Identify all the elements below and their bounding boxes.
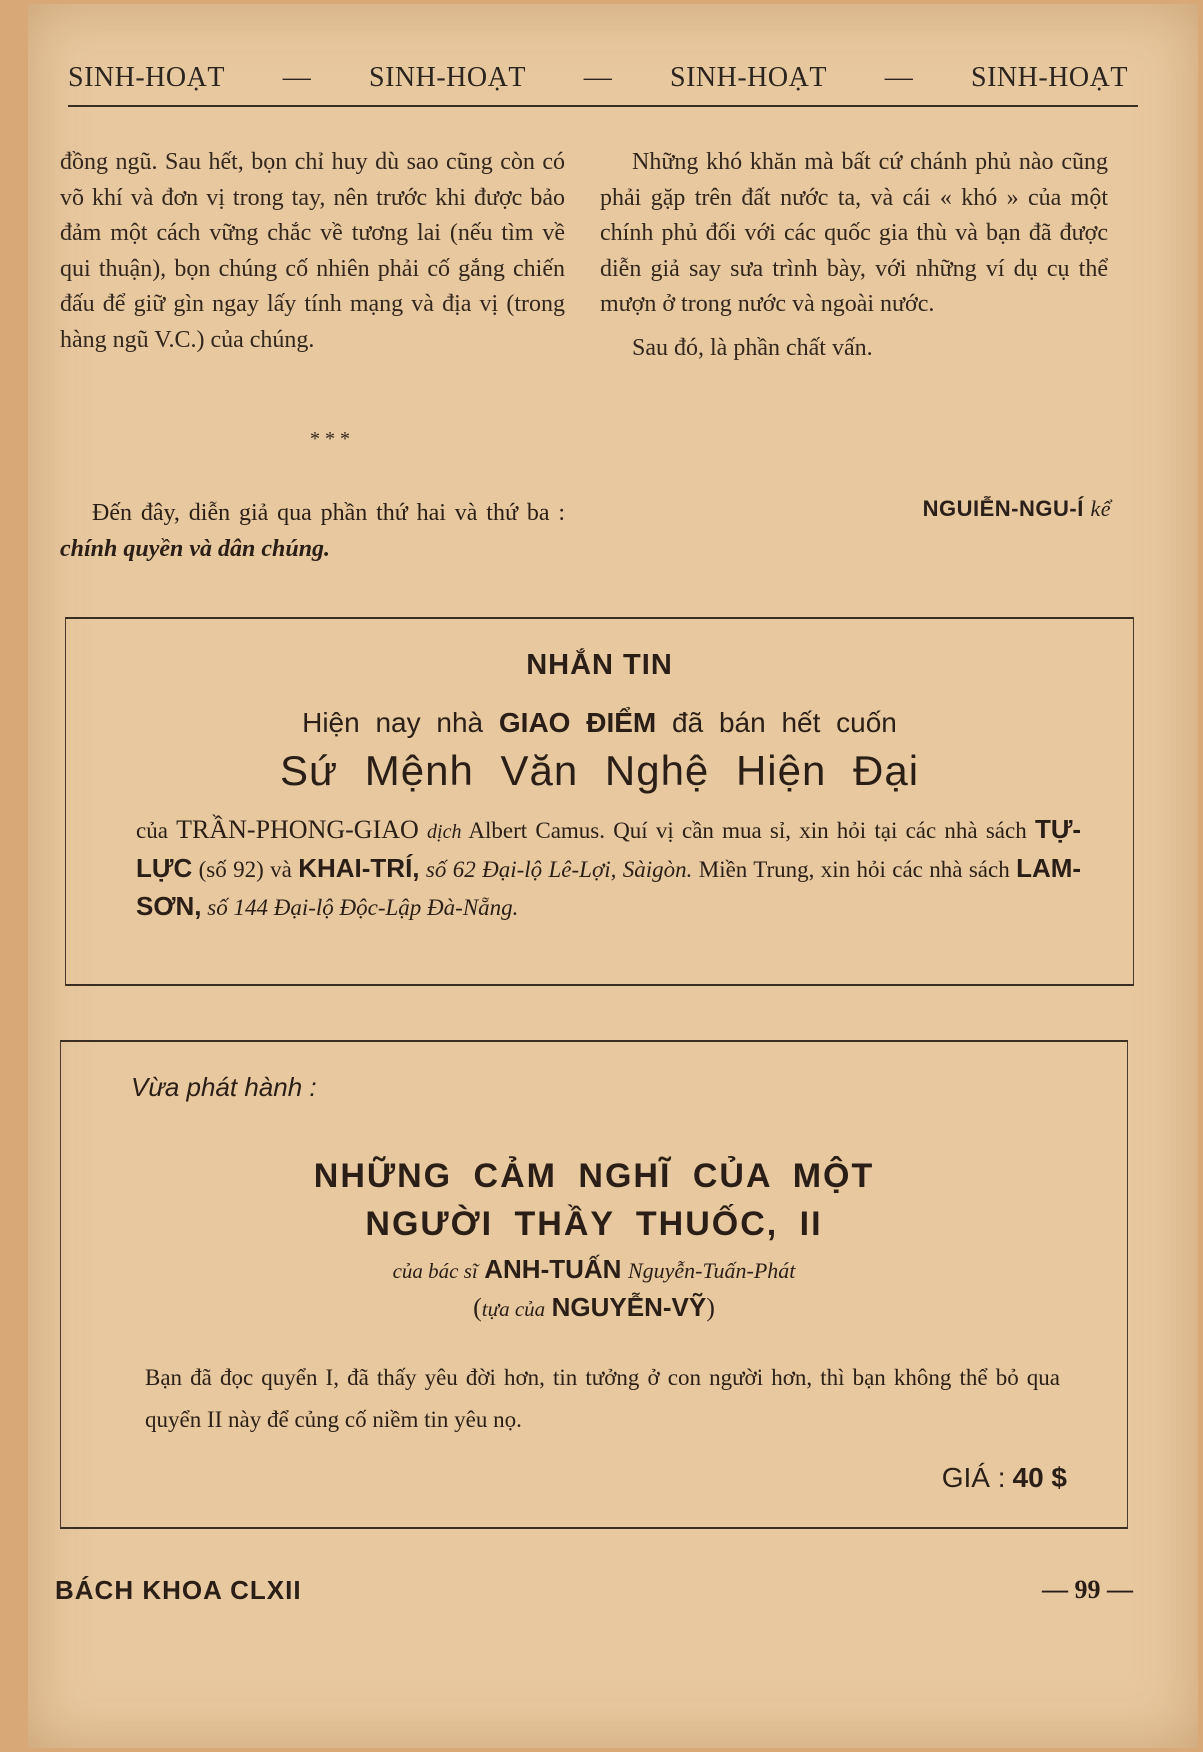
notice-line-post: đã bán hết cuốn bbox=[672, 707, 897, 738]
price-label: GIÁ : bbox=[941, 1462, 1006, 1493]
article-paragraph: Những khó khăn mà bất cứ chánh phủ nào cũng phải gặp trên đất nước ta, và cái « khó » của một chính phủ đối với các quốc gia thù và bạn đã được diễn giả say sưa trình bày, với những ví dụ cụ thể mượn ở trong nước và ngoài nước. bbox=[600, 149, 1108, 318]
author-real-name: Nguyễn-Tuấn-Phát bbox=[627, 1258, 796, 1283]
notice-text: Miền Trung, xin hỏi các nhà sách bbox=[698, 857, 1010, 882]
notice-line bbox=[66, 707, 1133, 739]
header-item: SINH-HOẠT bbox=[369, 62, 526, 93]
book-title bbox=[61, 1152, 1127, 1248]
notice-book-title: Sứ Mệnh Văn Nghệ Hiện Đại bbox=[279, 747, 920, 794]
header-dash: — bbox=[583, 62, 613, 93]
closing-italic: chính quyền và dân chúng. bbox=[60, 535, 331, 562]
publisher-name: GIAO ĐIỂM bbox=[498, 707, 657, 738]
foreword-prefix: tựa của bbox=[481, 1297, 546, 1321]
article-paragraph: Sau đó, là phần chất vấn. bbox=[632, 334, 873, 361]
store-address: số 62 Đại-lộ Lê-Lợi, Sàigòn. bbox=[425, 857, 693, 882]
paren: ( bbox=[473, 1293, 482, 1322]
book-advertisement bbox=[60, 1040, 1128, 1529]
article-right-column bbox=[600, 145, 1108, 367]
translator-name: TRẦN-PHONG-GIAO bbox=[176, 815, 419, 844]
header-item: SINH-HOẠT bbox=[971, 62, 1128, 93]
book-title-line: NGƯỜI THẦY THUỐC, II bbox=[365, 1205, 823, 1243]
notice-text: Albert Camus. Quí vị cần mua sỉ, xin hỏi tại các nhà sách bbox=[468, 818, 1027, 843]
notice-text: dịch bbox=[427, 821, 462, 843]
store-name: TỰ-LỰC bbox=[136, 814, 1082, 883]
header-dash: — bbox=[282, 62, 312, 93]
store-name: LAM-SƠN, bbox=[136, 853, 1082, 921]
author-name: ANH-TUẤN bbox=[484, 1254, 622, 1284]
header-item: SINH-HOẠT bbox=[68, 62, 225, 93]
price-value: 40 $ bbox=[1012, 1462, 1067, 1493]
signature-suffix: kể bbox=[1090, 496, 1111, 521]
store-address: (số 92) và bbox=[198, 857, 292, 882]
magazine-footer: BÁCH KHOA CLXII bbox=[55, 1575, 302, 1605]
foreword-author: NGUYỄN-VỸ bbox=[551, 1292, 707, 1322]
section-separator: * * * bbox=[310, 428, 350, 450]
notice-body bbox=[136, 811, 1081, 926]
book-author bbox=[61, 1254, 1127, 1285]
paren: ) bbox=[706, 1293, 715, 1322]
running-header bbox=[68, 62, 1128, 94]
page-number: — 99 — bbox=[1042, 1575, 1133, 1604]
store-address: số 144 Đại-lộ Độc-Lập Đà-Nẵng. bbox=[207, 895, 519, 920]
header-rule bbox=[68, 105, 1138, 107]
header-item: SINH-HOẠT bbox=[670, 62, 827, 93]
notice-title: NHẮN TIN bbox=[526, 649, 673, 681]
signature-name: NGUIỄN-NGU-Í bbox=[922, 496, 1084, 521]
book-description: Bạn đã đọc quyển I, đã thấy yêu đời hơn, tin tưởng ở con người hơn, thì bạn không thể bỏ qua quyển II này để củng cố niềm tin yêu nọ. bbox=[145, 1365, 1060, 1432]
article-closing bbox=[60, 496, 565, 567]
author-signature bbox=[923, 496, 1111, 522]
author-prefix: của bác sĩ bbox=[392, 1259, 478, 1283]
article-paragraph: đồng ngũ. Sau hết, bọn chỉ huy dù sao cũng còn có võ khí và đơn vị trong tay, nên trước khi được bảo đảm một cách vững chắc về tương lai (nếu tìm về qui thuận), bọn chúng cố nhiên phải cố gắng chiến đấu để giữ gìn ngay lấy tính mạng và địa vị (trong hàng ngũ V.C.) của chúng. bbox=[60, 149, 565, 353]
store-name: KHAI-TRÍ, bbox=[298, 853, 420, 883]
closing-paragraph bbox=[60, 496, 565, 567]
book-foreword bbox=[61, 1292, 1127, 1323]
book-price bbox=[942, 1462, 1067, 1495]
release-label: Vừa phát hành : bbox=[131, 1072, 317, 1102]
article-left-column bbox=[60, 145, 565, 359]
notice-box bbox=[65, 617, 1134, 986]
closing-text: Đến đây, diễn giả qua phần thứ hai và thứ ba : bbox=[92, 500, 565, 526]
book-title-line: NHỮNG CẢM NGHĨ CỦA MỘT bbox=[313, 1157, 875, 1195]
notice-line-pre: Hiện nay nhà bbox=[302, 707, 484, 738]
header-dash: — bbox=[884, 62, 914, 93]
notice-text: của bbox=[136, 818, 168, 843]
